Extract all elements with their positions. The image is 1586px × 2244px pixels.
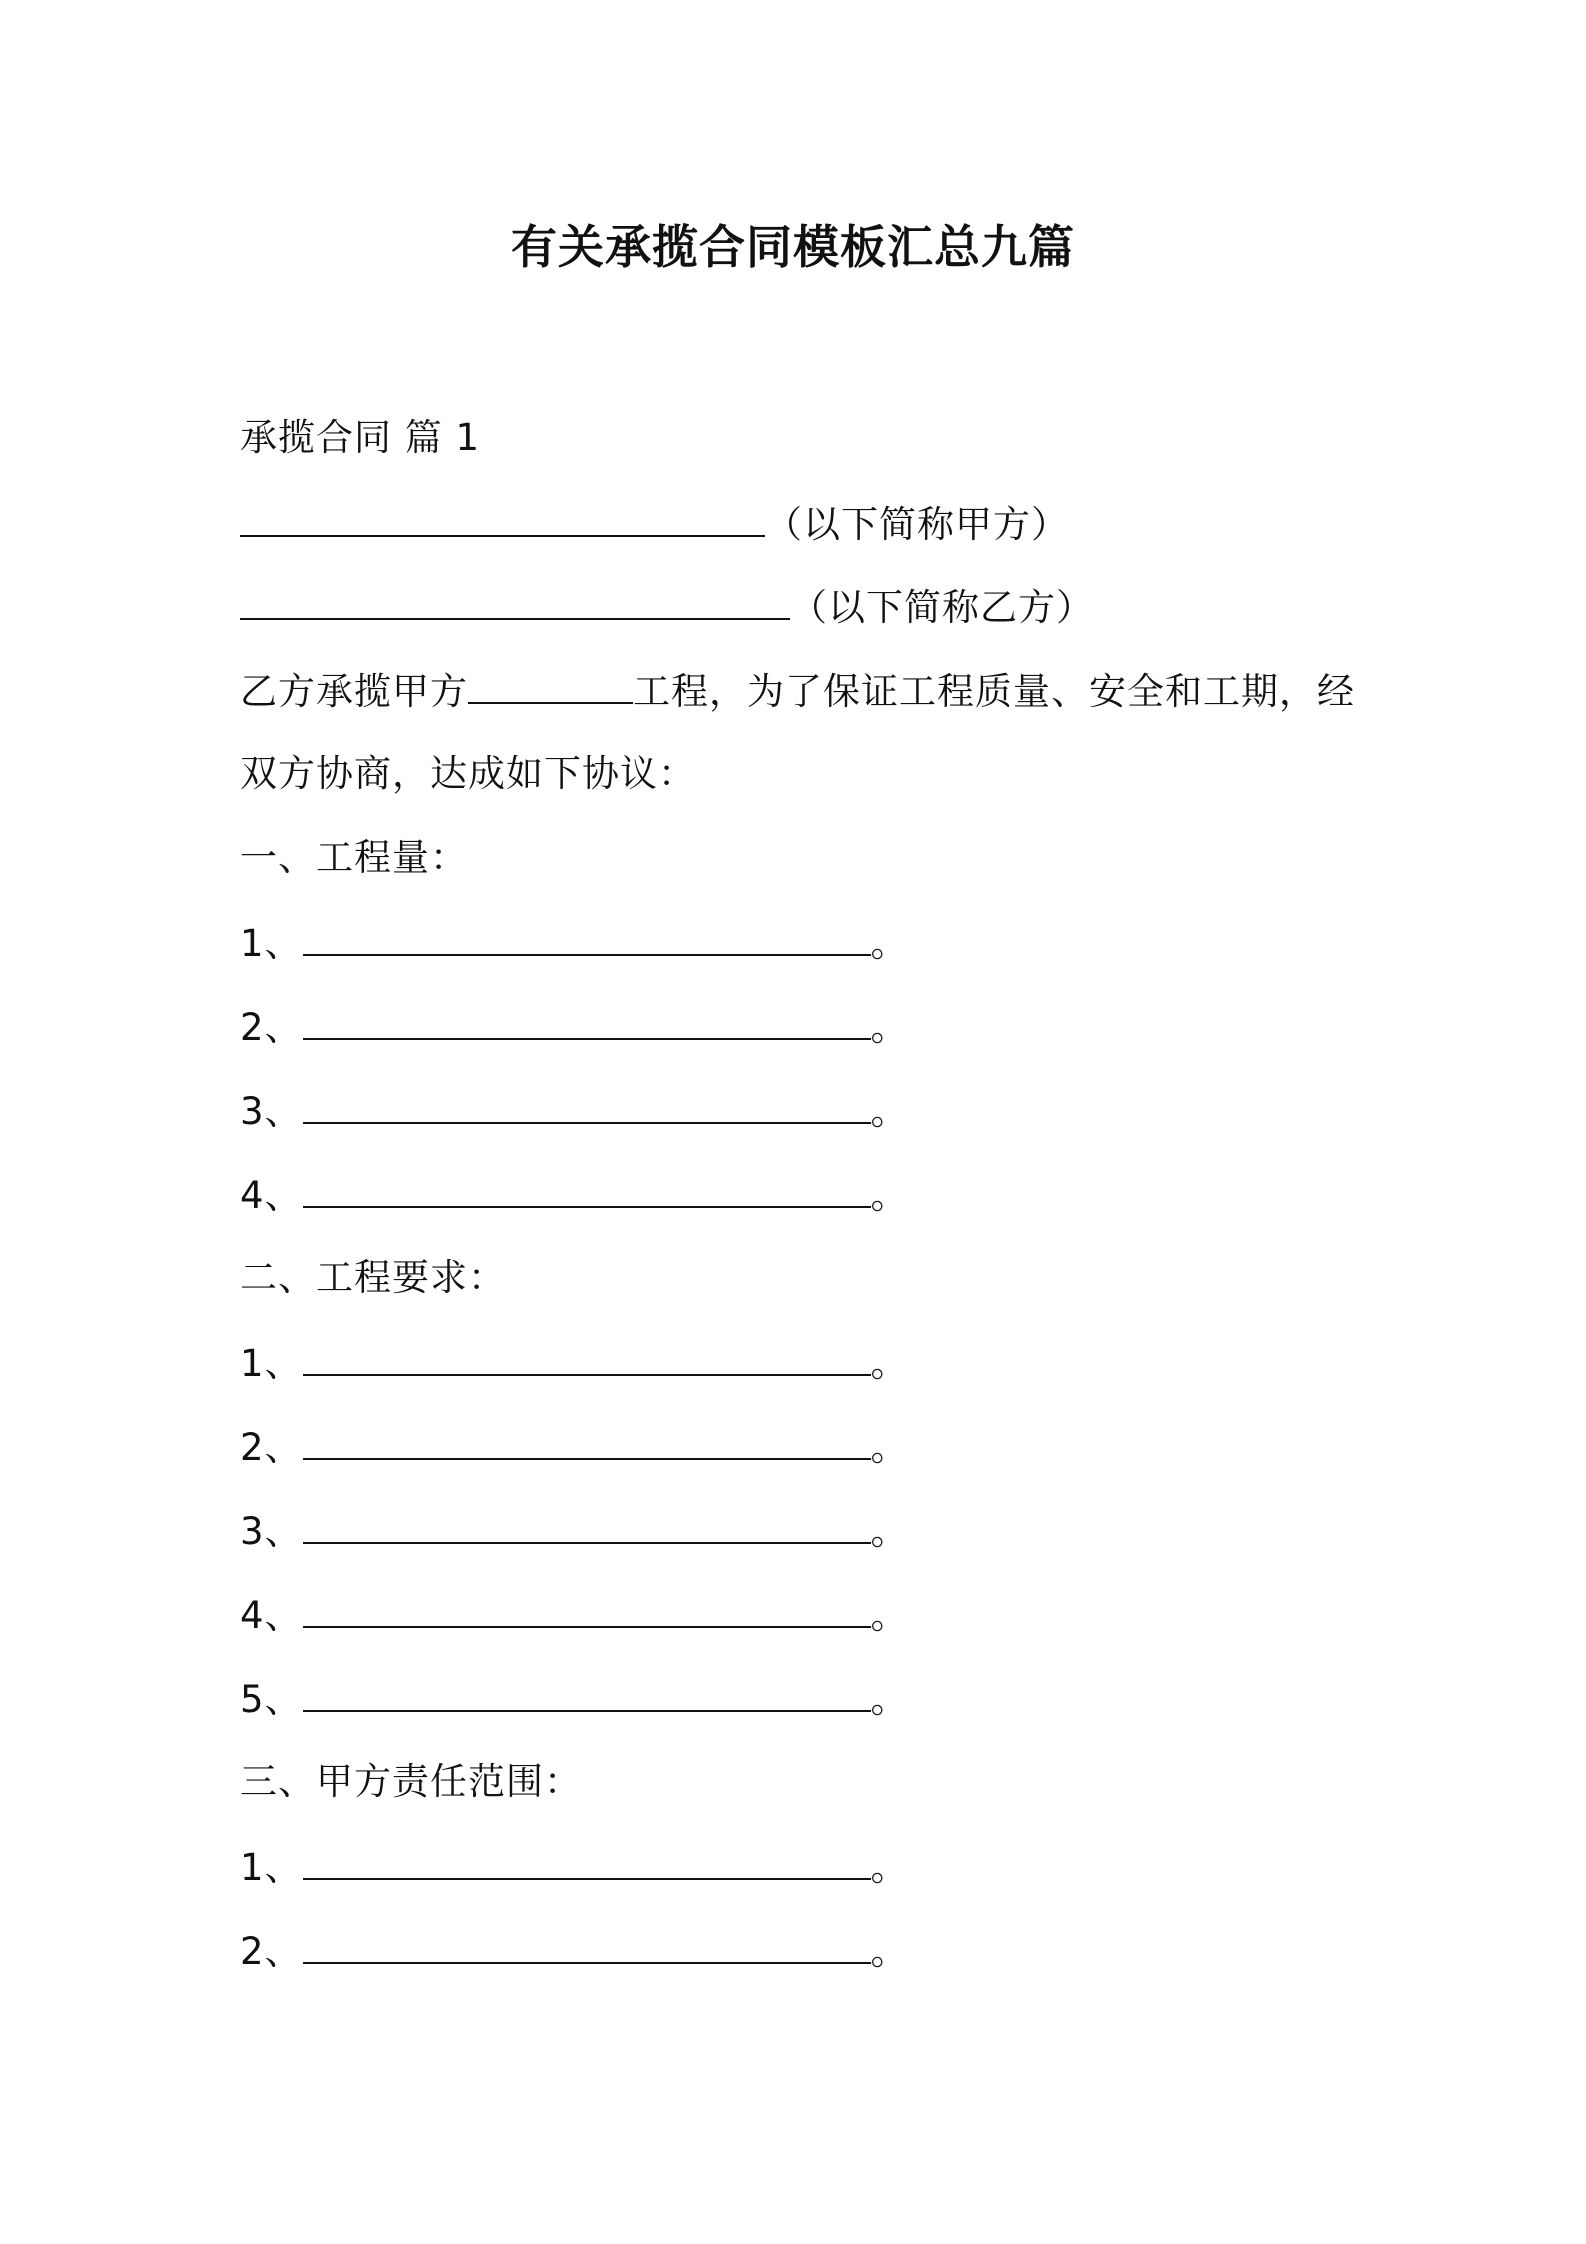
item-period: 。 — [870, 1678, 909, 1721]
fill-blank — [303, 1166, 871, 1208]
list-item — [240, 1838, 909, 1896]
fill-blank — [303, 998, 871, 1040]
party-b-suffix: （以下简称乙方） — [790, 586, 1094, 629]
item-period: 。 — [870, 1594, 909, 1637]
item-period: 。 — [870, 1342, 909, 1385]
list-item — [240, 1586, 909, 1644]
list-item — [240, 998, 909, 1056]
item-number: 1、 — [240, 922, 303, 965]
intro-suffix: 工程，为了保证工程质量、安全和工期，经 — [633, 670, 1355, 713]
item-period: 。 — [870, 1426, 909, 1469]
list-item — [240, 1922, 909, 1980]
intro-prefix: 乙方承揽甲方 — [240, 670, 468, 713]
intro-line-2: 双方协商，达成如下协议： — [240, 752, 696, 795]
fill-blank — [303, 1922, 871, 1964]
item-number: 2、 — [240, 1426, 303, 1469]
item-period: 。 — [870, 1090, 909, 1133]
party-b-line — [240, 578, 1094, 636]
item-number: 2、 — [240, 1006, 303, 1049]
fill-blank — [303, 1334, 871, 1376]
item-period: 。 — [870, 1846, 909, 1889]
item-number: 3、 — [240, 1090, 303, 1133]
item-number: 3、 — [240, 1510, 303, 1553]
item-number: 1、 — [240, 1846, 303, 1889]
list-item — [240, 1082, 909, 1140]
fill-blank — [303, 914, 871, 956]
item-period: 。 — [870, 1930, 909, 1973]
section-heading: 承揽合同 篇 1 — [240, 416, 481, 459]
item-period: 。 — [870, 1006, 909, 1049]
fill-blank — [303, 1586, 871, 1628]
party-a-suffix: （以下简称甲方） — [765, 503, 1069, 546]
item-number: 2、 — [240, 1930, 303, 1973]
list-item — [240, 914, 909, 972]
party-b-blank — [240, 578, 790, 620]
fill-blank — [303, 1670, 871, 1712]
party-a-line — [240, 495, 1069, 553]
item-period: 。 — [870, 1510, 909, 1553]
item-number: 1、 — [240, 1342, 303, 1385]
fill-blank — [303, 1502, 871, 1544]
document-title: 有关承揽合同模板汇总九篇 — [511, 220, 1075, 274]
list-item — [240, 1502, 909, 1560]
list-item — [240, 1670, 909, 1728]
item-period: 。 — [870, 1174, 909, 1217]
intro-line-1 — [240, 662, 1355, 720]
project-name-blank — [468, 662, 633, 704]
list-item — [240, 1166, 909, 1224]
item-number: 4、 — [240, 1174, 303, 1217]
item-number: 4、 — [240, 1594, 303, 1637]
fill-blank — [303, 1082, 871, 1124]
list-item — [240, 1334, 909, 1392]
heading-requirements: 二、工程要求： — [240, 1256, 506, 1299]
fill-blank — [303, 1838, 871, 1880]
fill-blank — [303, 1418, 871, 1460]
item-number: 5、 — [240, 1678, 303, 1721]
item-period: 。 — [870, 922, 909, 965]
heading-workload: 一、工程量： — [240, 836, 468, 879]
list-item — [240, 1418, 909, 1476]
heading-party-a-responsibility: 三、甲方责任范围： — [240, 1760, 582, 1803]
party-a-blank — [240, 495, 765, 537]
